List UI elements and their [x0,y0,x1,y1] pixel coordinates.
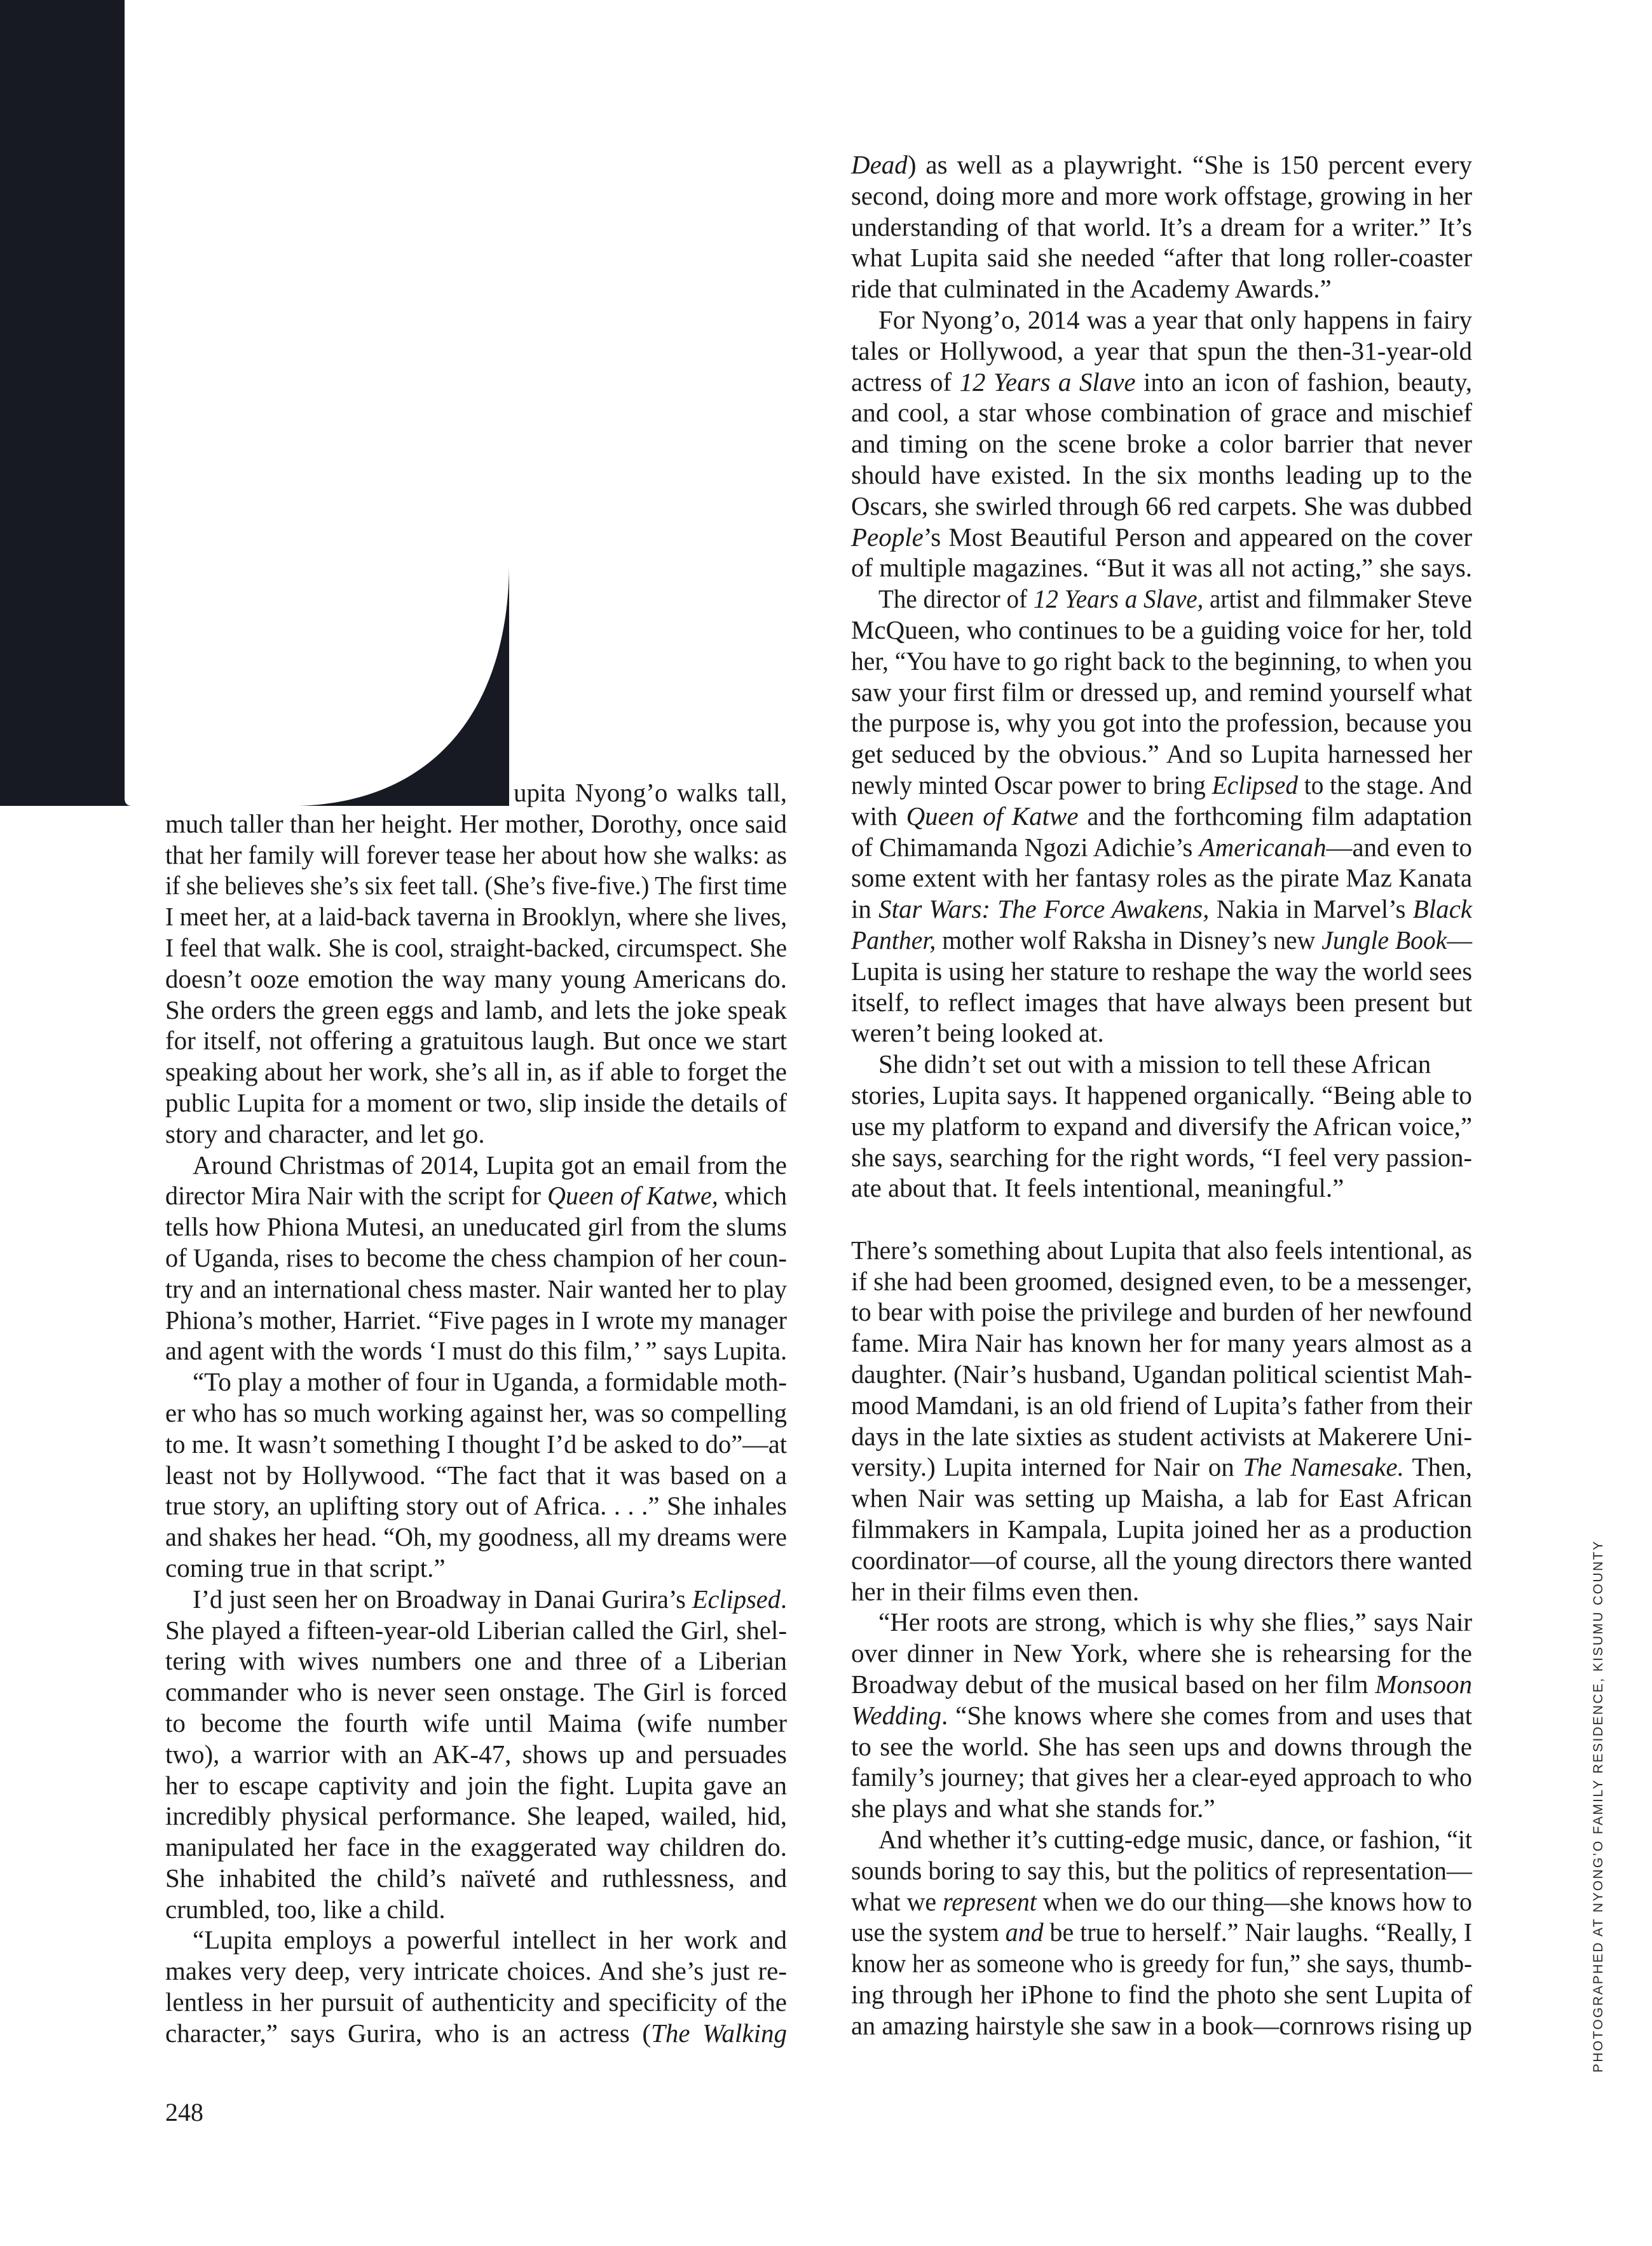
text-line: Broadway debut of the musical based on her film Monsoon [851,1670,1472,1699]
paragraph [851,1235,1472,1607]
text-line: ing through her iPhone to find the photo she sent Lupita of [851,1980,1472,2010]
text-line: newly minted Oscar power to bring Eclipsed to the stage. And [851,770,1472,800]
text-line: director Mira Nair with the script for Queen of Katwe, which [165,1181,787,1211]
text-line: lentless in her pursuit of authenticity and specificity of the [165,1987,787,2017]
text-line: when Nair was setting up Maisha, a lab for East African [851,1483,1472,1513]
text-line: stories, Lupita says. It happened organically. “Being able to [851,1080,1472,1110]
text-line: of Uganda, rises to become the chess champion of her coun- [165,1242,787,1272]
text-line: She played a fifteen-year-old Liberian called the Girl, shel- [165,1615,787,1645]
text-line: second, doing more and more work offstage, growing in her [851,180,1472,210]
text-line: the purpose is, why you got into the profession, because you [851,708,1472,738]
text-line: filmmakers in Kampala, Lupita joined her as a production [851,1514,1472,1544]
text-line: speaking about her work, she’s all in, as if able to forget the [165,1057,787,1087]
text-line: to see the world. She has seen ups and downs through the [851,1731,1472,1761]
paragraph [851,304,1472,583]
article-column-right [851,149,1472,2041]
section-break [851,1204,1472,1235]
text-line: itself, to reflect images that have always been present but [851,987,1472,1017]
text-line: use my platform to expand and diversify the African voice,” [851,1111,1472,1141]
paragraph [851,1607,1472,1824]
text-line: coordinator—of course, all the young directors there wanted [851,1545,1472,1575]
text-line: in Star Wars: The Force Awakens, Nakia in Marvel’s Black [851,894,1472,924]
text-line: ride that culminated in the Academy Awards.” [851,274,1332,304]
text-line: over dinner in New York, where she is rehearsing for the [851,1638,1472,1668]
text-line: with Queen of Katwe and the forthcoming film adaptation [851,801,1472,831]
drop-cap-shape [0,0,509,806]
text-line: of multiple magazines. “But it was all not acting,” she says. [851,553,1472,583]
text-line: tales or Hollywood, a year that spun the then-31-year-old [851,336,1472,365]
text-line: I meet her, at a laid-back taverna in Brooklyn, where she lives, [165,902,787,932]
text-line: “To play a mother of four in Uganda, a formidable moth- [193,1367,787,1397]
text-line: Around Christmas of 2014, Lupita got an email from the [193,1150,787,1180]
text-line: upita Nyong’o walks tall, [514,778,787,807]
text-line: try and an international chess master. Nair wanted her to play [165,1274,787,1303]
text-line: of Chimamanda Ngozi Adichie’s Americanah—and even to [851,832,1472,862]
text-line: her to escape captivity and join the fight. Lupita gave an [165,1770,787,1800]
text-line: Lupita is using her stature to reshape the way the world sees [851,956,1472,986]
text-line: Dead) as well as a playwright. “She is 150 percent every [851,150,1472,179]
text-line: People’s Most Beautiful Person and appeared on the cover [851,522,1472,552]
text-line: much taller than her height. Her mother, Dorothy, once said [165,808,787,838]
photo-credit: PHOTOGRAPHED AT NYONG’O FAMILY RESIDENCE, KISUMU COUNTY [1591,1539,1606,2073]
text-line: sounds boring to say this, but the politics of representation— [851,1855,1472,1885]
text-line: versity.) Lupita interned for Nair on The Namesake. Then, [851,1452,1472,1482]
paragraph [165,1366,787,1584]
text-line: manipulated her face in the exaggerated way children do. [165,1832,787,1862]
text-line: know her as someone who is greedy for fun,” she says, thumb- [851,1949,1472,1978]
drop-cap-letter-l [0,0,515,813]
text-line: crumbled, too, like a child. [165,1894,446,1924]
text-line: incredibly physical performance. She leaped, wailed, hid, [165,1801,787,1831]
text-line: She inhabited the child’s naïveté and ruthlessness, and [165,1863,787,1893]
text-line: And whether it’s cutting-edge music, dance, or fashion, “it [878,1825,1472,1855]
page-number: 248 [165,2098,203,2127]
text-line: mood Mamdani, is an old friend of Lupita’s father from their [851,1390,1472,1420]
text-line: fame. Mira Nair has known her for many years almost as a [851,1328,1472,1358]
text-line: actress of 12 Years a Slave into an icon of fashion, beauty, [851,367,1473,397]
text-line: she says, searching for the right words, “I feel very passion- [851,1142,1472,1172]
paragraph [165,1924,787,2048]
text-line: saw your first film or dressed up, and remind yourself what [851,677,1472,707]
text-line: two), a warrior with an AK-47, shows up and persuades [165,1739,787,1769]
text-line: and shakes her head. “Oh, my goodness, all my dreams were [165,1522,787,1552]
text-line: I feel that walk. She is cool, straight-backed, circumspect. She [165,932,787,962]
text-line: McQueen, who continues to be a guiding voice for her, told [851,615,1472,644]
text-line: She orders the green eggs and lamb, and lets the joke speak [165,995,787,1024]
text-line: and cool, a star whose combination of grace and mischief [851,398,1472,428]
text-line: er who has so much working against her, was so compelling [165,1398,787,1427]
text-line: coming true in that script.” [165,1553,446,1582]
text-line: “Her roots are strong, which is why she flies,” says Nair [878,1607,1472,1637]
text-line: family’s journey; that gives her a clear-eyed approach to who [851,1762,1472,1792]
paragraph [851,1824,1472,2041]
text-line: ate about that. It feels intentional, meaningful.” [851,1173,1344,1203]
text-line: doesn’t ooze emotion the way many young Americans do. [165,963,787,993]
text-line: what we represent when we do our thing—she knows how to [851,1886,1472,1916]
text-line: what Lupita said she needed “after that long roller-coaster [851,243,1472,273]
text-line: story and character, and let go. [165,1119,485,1148]
text-line: tells how Phiona Mutesi, an uneducated girl from the slums [165,1212,787,1242]
text-line: if she had been groomed, designed even, to be a messenger, [851,1266,1472,1296]
text-line: The director of 12 Years a Slave, artist and filmmaker Steve [878,584,1472,614]
text-line: and agent with the words ‘I must do this film,’ ” says Lupita. [165,1336,787,1366]
text-line: I’d just seen her on Broadway in Danai Gurira’s Eclipsed. [193,1584,787,1614]
text-line: character,” says Gurira, who is an actress (The Walking [165,2018,787,2048]
text-line: She didn’t set out with a mission to tell these African [878,1049,1431,1079]
text-line: makes very deep, very intricate choices. And she’s just re- [165,1956,787,1986]
paragraph [165,777,787,1150]
article-column-left [165,777,787,2049]
text-line: she plays and what she stands for.” [851,1793,1215,1823]
text-line: her in their films even then. [851,1576,1140,1606]
text-line: to become the fourth wife until Maima (wife number [165,1708,787,1738]
text-line: some extent with her fantasy roles as the pirate Maz Kanata [851,863,1472,893]
paragraph [851,583,1472,1049]
paragraph [851,1049,1472,1204]
text-line: get seduced by the obvious.” And so Lupita harnessed her [851,739,1472,769]
text-line: use the system and be true to herself.” Nair laughs. “Really, I [851,1917,1472,1947]
text-line: There’s something about Lupita that also feels intentional, as [851,1235,1472,1265]
text-line: Oscars, she swirled through 66 red carpets. She was dubbed [851,491,1472,521]
paragraph [165,1150,787,1367]
text-line: that her family will forever tease her about how she walks: as [165,840,787,869]
text-line: for itself, not offering a gratuitous laugh. But once we start [165,1026,787,1056]
text-line: daughter. (Nair’s husband, Ugandan political scientist Mah- [851,1359,1472,1389]
text-line: Phiona’s mother, Harriet. “Five pages in I wrote my manager [165,1305,787,1335]
text-line: commander who is never seen onstage. The Girl is forced [165,1677,787,1707]
text-line: days in the late sixties as student activists at Makerere Uni- [851,1421,1472,1451]
text-line: true story, an uplifting story out of Africa. . . .” She inhales [165,1491,787,1521]
text-line: if she believes she’s six feet tall. (She’s five-five.) The first time [165,871,787,901]
text-line: tering with wives numbers one and three of a Liberian [165,1646,787,1676]
paragraph [851,149,1472,304]
text-line: least not by Hollywood. “The fact that it was based on a [165,1460,787,1490]
text-line: Wedding. “She knows where she comes from and uses that [851,1700,1472,1730]
text-line: her, “You have to go right back to the beginning, to when you [851,646,1472,676]
text-line: For Nyong’o, 2014 was a year that only happens in fairy [878,304,1472,334]
text-line: “Lupita employs a powerful intellect in her work and [193,1925,787,1955]
text-line: to bear with poise the privilege and burden of her newfound [851,1297,1472,1327]
text-line: and timing on the scene broke a color barrier that never [851,429,1472,459]
paragraph [165,1584,787,1925]
text-line: weren’t being looked at. [851,1018,1104,1048]
text-line: Panther, mother wolf Raksha in Disney’s new Jungle Book— [851,925,1472,955]
text-line: understanding of that world. It’s a dream for a writer.” It’s [851,212,1472,242]
text-line: to me. It wasn’t something I thought I’d be asked to do”—at [165,1429,787,1459]
text-line: public Lupita for a moment or two, slip inside the details of [165,1087,787,1117]
text-line: an amazing hairstyle she saw in a book—cornrows rising up [851,2010,1472,2040]
text-line: should have existed. In the six months leading up to the [851,459,1472,489]
